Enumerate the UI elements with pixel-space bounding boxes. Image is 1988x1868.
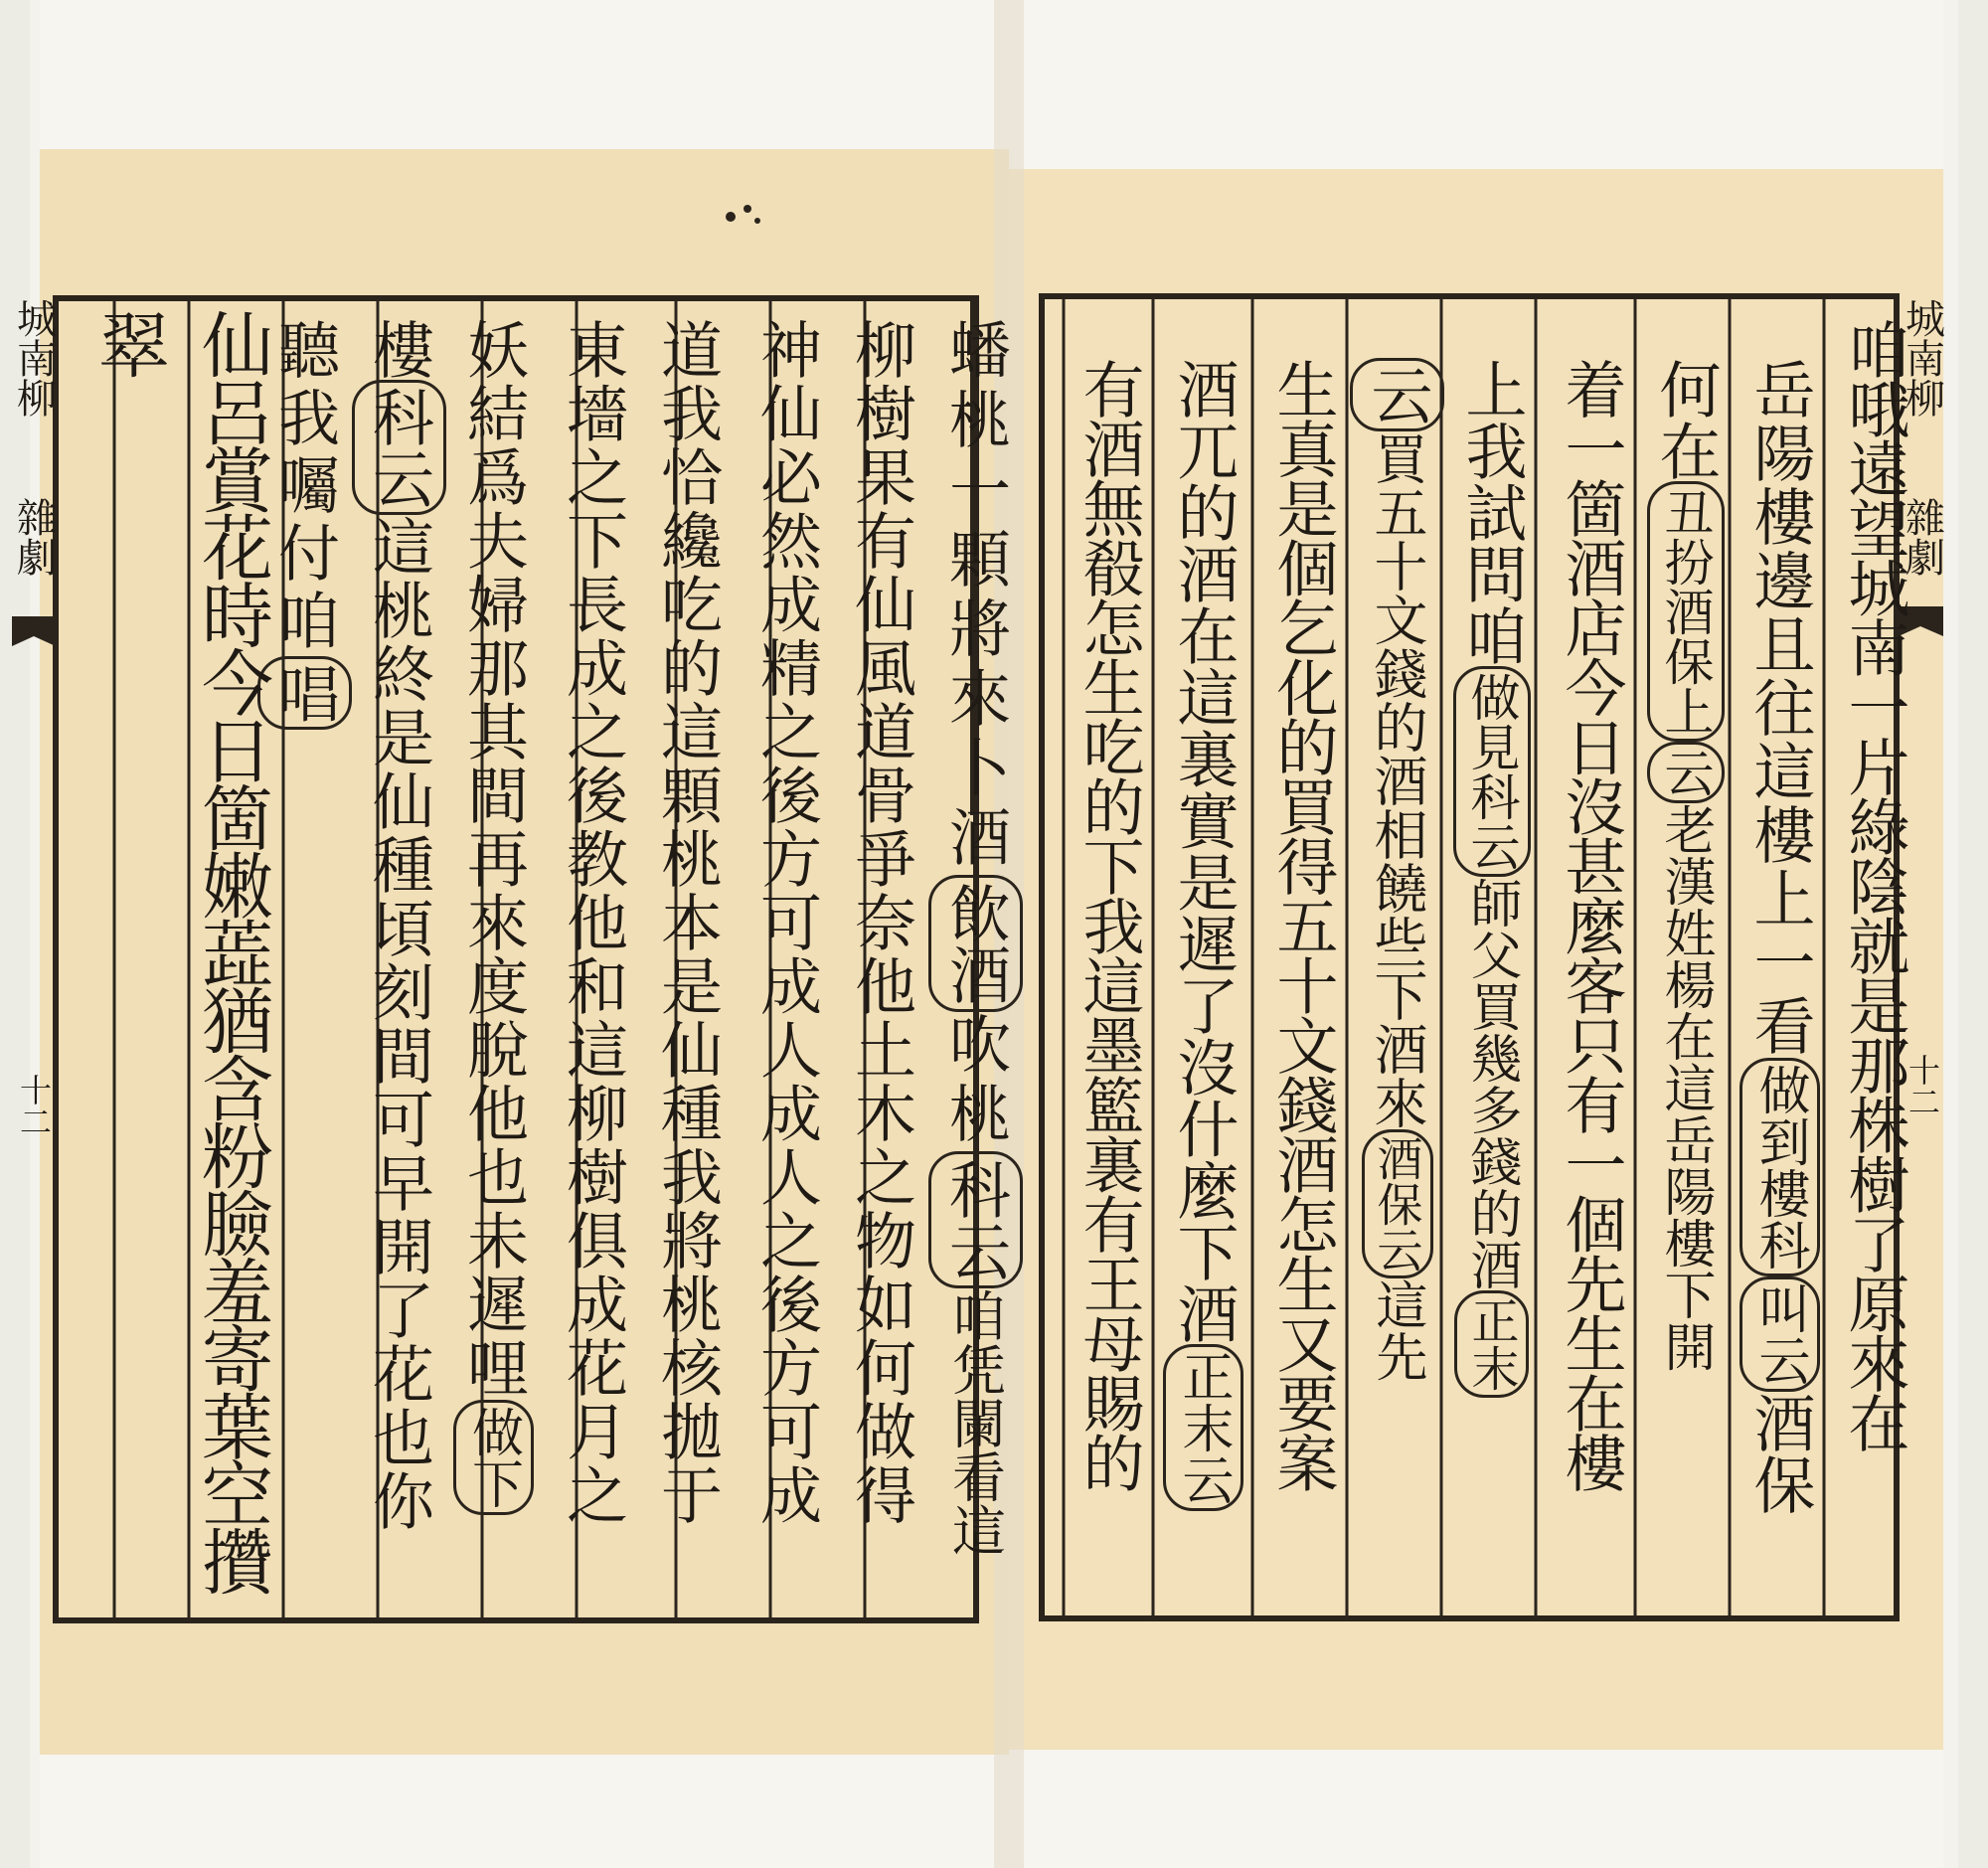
right-col2-rest: 酒保	[1743, 1392, 1816, 1515]
left-column-2	[836, 318, 925, 1611]
left-col1-rest: 吹桃	[938, 1012, 1012, 1151]
left-col1-text: 蟠桃一顆將來	[938, 318, 1012, 736]
left-col1-after: 卜酒	[938, 736, 1012, 875]
left-column-6	[448, 318, 538, 1611]
right-col8-text: 酒兀的酒在這裏實是遲了沒什麼下酒	[1167, 358, 1240, 1344]
right-col6-note: 云	[1350, 358, 1444, 431]
right-col3-rest: 老漢姓楊在這岳陽樓下開	[1655, 803, 1715, 1372]
right-margin-label: 雜劇	[1899, 497, 1945, 577]
right-col2-note: 做到樓科	[1740, 1058, 1820, 1276]
right-column-8	[1156, 358, 1250, 1611]
right-col9-text: 有酒無殽怎生吃的下我這墨籃裏有王母賜的	[1073, 358, 1145, 1491]
left-col8-text: 聽我囑付咱	[267, 318, 341, 656]
right-col5-rest: 師父買幾多錢的酒	[1461, 877, 1521, 1290]
right-col2-text: 岳陽樓邊且往這樓上一看	[1743, 358, 1816, 1058]
left-page	[56, 308, 1012, 1611]
right-margin-strip	[1899, 298, 1946, 1117]
left-heading-column	[86, 308, 273, 1611]
left-margin-folio: 十二	[15, 1074, 53, 1137]
left-col7-text: 樓	[362, 318, 435, 380]
left-col7-note: 科云	[352, 380, 446, 515]
right-col7-text: 生真是個乞化的買得五十文錢酒怎生又要案	[1266, 358, 1339, 1491]
left-column-5	[548, 318, 637, 1611]
right-column-3	[1638, 358, 1733, 1611]
left-col6-text: 妖結爲夫婦那其間再來度脫他也未遲哩	[456, 318, 530, 1400]
right-col4-text: 着一箇酒店今日沒甚麼客只有一個先生在樓	[1555, 358, 1627, 1491]
left-column-1	[930, 318, 1020, 1611]
right-col8-note: 正末云	[1163, 1344, 1243, 1511]
left-col1-tail: 咱凭闌看這	[943, 1288, 1007, 1557]
right-column-9	[1062, 358, 1156, 1611]
left-col1-note3: 科云	[928, 1151, 1023, 1288]
left-margin-strip	[10, 298, 58, 1137]
right-margin-title: 城南柳	[1899, 298, 1945, 418]
left-column-3	[742, 318, 831, 1611]
left-col5-text: 東墻之下長成之後教他和這柳樹俱成花月之	[556, 318, 629, 1527]
left-column-7	[354, 318, 443, 1611]
right-column-2	[1733, 358, 1827, 1611]
right-column-4	[1544, 358, 1638, 1611]
left-margin-label: 雜劇	[10, 497, 57, 577]
right-col3-text: 何在	[1649, 358, 1722, 481]
right-column-6	[1350, 358, 1444, 1611]
left-col8-note: 唱	[257, 656, 352, 730]
left-column-4	[642, 318, 732, 1611]
right-margin-folio: 十二	[1904, 1054, 1941, 1117]
right-col6-rest: 買五十文錢的酒相饒些下酒來	[1366, 431, 1428, 1129]
right-col5-note-c: 正末	[1454, 1290, 1529, 1398]
right-col1-text: 咱哦遠望城南一片綠陰就是那株樹了原來在	[1838, 318, 1910, 1451]
left-col4-text: 道我恰纔吃的這顆桃本是仙種我將桃核拋于	[650, 318, 724, 1527]
left-col2-text: 柳樹果有仙風道骨爭奈他土木之物如何做得	[844, 318, 917, 1527]
right-col6-tail: 這先	[1367, 1278, 1426, 1382]
right-col3-note: 丑扮酒保上	[1647, 481, 1725, 742]
left-col6-note: 做下	[453, 1400, 534, 1515]
left-col3-text: 神仙必然成精之後方可成人成人之後方可成	[749, 318, 823, 1527]
right-col5-text: 上我試問咱	[1455, 358, 1528, 666]
right-column-5	[1444, 358, 1539, 1611]
right-col3-note-b: 云	[1647, 742, 1725, 803]
left-col1-note: 飲酒	[928, 875, 1023, 1012]
right-page	[1042, 318, 1910, 1611]
right-col2-note-b: 叫云	[1740, 1276, 1820, 1392]
left-col7-rest: 這桃終是仙種頃刻間可早開了花也你	[362, 515, 435, 1533]
left-margin-title: 城南柳	[10, 298, 57, 418]
right-col5-note: 做見科云	[1453, 666, 1531, 877]
left-heading-text: 仙呂賞花時今日箇嫩蕋猶含粉臉羞寄葉空攢翠	[86, 308, 273, 1593]
right-col6-note-c: 酒保云	[1362, 1129, 1433, 1278]
right-column-7	[1255, 358, 1350, 1611]
